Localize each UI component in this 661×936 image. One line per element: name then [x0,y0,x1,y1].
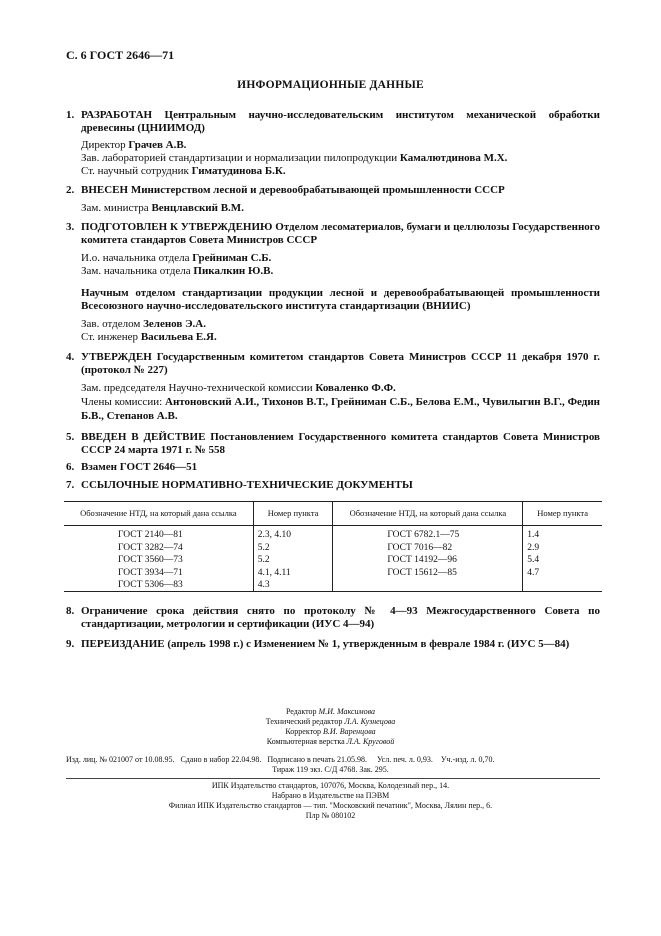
table-row: ГОСТ 3560—73 5.2 ГОСТ 14192—96 5.4 [64,553,602,566]
item-number: 4. [66,351,75,363]
commission-members: Члены комиссии: Антоновский А.И., Тихонов В.Т., Грейниман С.Б., Белова Е.М., Чувилыгин В.Г., Федин Б.В., Степанов А.В. [81,396,600,422]
publisher-line: Плр № 080102 [305,811,356,820]
item-number: 8. [66,605,75,617]
item-5 [66,431,600,457]
item-8 [66,605,600,631]
divider [66,778,600,779]
table-header-row [64,502,602,526]
item-number: 2. [66,184,75,196]
item-text: Ограничение срока действия снято по протоколу № 4—93 Межгосударственного Совета по стандартизации, метрологии и сертификации (ИУС 4—94) [81,605,600,630]
imprint-details: Изд. лиц. № 021007 от 10.08.95. Сдано в набор 22.04.98. Подписано в печать 21.05.98. Усл. печ. л. 0,93. Уч.-изд. л. 0,70. [66,755,495,764]
item-text: УТВЕРЖДЕН Государственным комитетом стандартов Совета Министров СССР 11 декабря 1970 г. (протокол № 227) [81,351,600,376]
item-number: 7. [66,479,75,491]
item-text: ССЫЛОЧНЫЕ НОРМАТИВНО-ТЕХНИЧЕСКИЕ ДОКУМЕНТЫ [81,479,413,491]
imprint-corrector: Корректор В.И. Варенцова [285,727,376,736]
item-text: ВНЕСЕН Министерством лесной и деревообрабатывающей промышленности СССР [81,184,505,196]
imprint-layout: Компьютерная верстка Л.А. Круговой [266,737,395,746]
item-2 [66,184,600,197]
publisher-line: ИПК Издательство стандартов, 107076, Москва, Колодезный пер., 14. [211,781,450,790]
item-number: 9. [66,638,75,650]
person-line: Ст. инженер Васильева Е.Я. [81,331,217,343]
person-line: Зам. начальника отдела Пикалкин Ю.В. [81,265,274,277]
col-doc-header: Обозначение НТД, на который дана ссылка [64,502,253,526]
col-item-header: Номер пункта [523,502,602,526]
item-6 [66,461,600,474]
item-number: 3. [66,221,75,233]
item-3 [66,221,600,247]
item-4 [66,351,600,377]
person-line: Зав. лабораторией стандартизации и нормализации пилопродукции Камалютдинова М.Х. [81,152,508,164]
imprint-circulation: Тираж 119 экз. С/Д 4768. Зак. 295. [272,765,389,774]
person-line: Зам. председателя Научно-технической комиссии Коваленко Ф.Ф. [81,382,396,394]
item-text: ПЕРЕИЗДАНИЕ (апрель 1998 г.) с Изменением № 1, утвержденным в феврале 1984 г. (ИУС 5—84) [81,638,570,650]
person-line: Ст. научный сотрудник Гиматудинова Б.К. [81,165,286,177]
imprint-editor: Редактор М.И. Максимова [285,707,376,716]
item-number: 5. [66,431,75,443]
item-number: 6. [66,461,75,473]
item-text: ПОДГОТОВЛЕН К УТВЕРЖДЕНИЮ Отделом лесоматериалов, бумаги и целлюлозы Государственного комитета стандартов Совета Министров СССР [81,221,600,246]
col-doc-header: Обозначение НТД, на который дана ссылка [333,502,523,526]
table-row: ГОСТ 2140—81 2.3, 4.10 ГОСТ 6782.1—75 1.4 [64,526,602,541]
page-title: ИНФОРМАЦИОННЫЕ ДАННЫЕ [237,79,424,91]
item-text: Взамен ГОСТ 2646—51 [81,461,198,473]
item-3-subparagraph: Научным отделом стандартизации продукции лесной и деревообрабатывающей промышленности Всесоюзного научно-исследовательского института стандартизации (ВНИИС) [81,287,600,312]
item-7 [66,479,600,492]
person-line: Зам. министра Венцлавский В.М. [81,202,244,214]
item-text: РАЗРАБОТАН Центральным научно-исследовательским институтом механической обработки древесины (ЦНИИМОД) [81,109,600,134]
person-line: Директор Грачев А.В. [81,139,187,151]
item-9 [66,638,600,651]
page-header: С. 6 ГОСТ 2646—71 [66,48,175,62]
table-row: ГОСТ 3282—74 5.2 ГОСТ 7016—82 2.9 [64,541,602,554]
publisher-line: Набрано в Издательстве на ПЭВМ [271,791,390,800]
person-line: Зав. отделом Зеленов Э.А. [81,318,206,330]
table-row: ГОСТ 5306—83 4.3 [64,578,602,591]
item-1 [66,109,600,135]
person-line: И.о. начальника отдела Грейниман С.Б. [81,252,272,264]
publisher-line: Филиал ИПК Издательство стандартов — тип. "Московский печатник", Москва, Лялин пер., 6. [168,801,493,810]
ntd-table [64,501,602,592]
item-number: 1. [66,109,75,121]
col-item-header: Номер пункта [253,502,333,526]
imprint-tech-editor: Технический редактор Л.А. Кузнецова [265,717,396,726]
table-row: ГОСТ 3934—71 4.1, 4.11 ГОСТ 15612—85 4.7 [64,566,602,579]
item-text: ВВЕДЕН В ДЕЙСТВИЕ Постановлением Государственного комитета стандартов Совета Министров СССР 24 марта 1971 г. № 558 [81,431,600,456]
